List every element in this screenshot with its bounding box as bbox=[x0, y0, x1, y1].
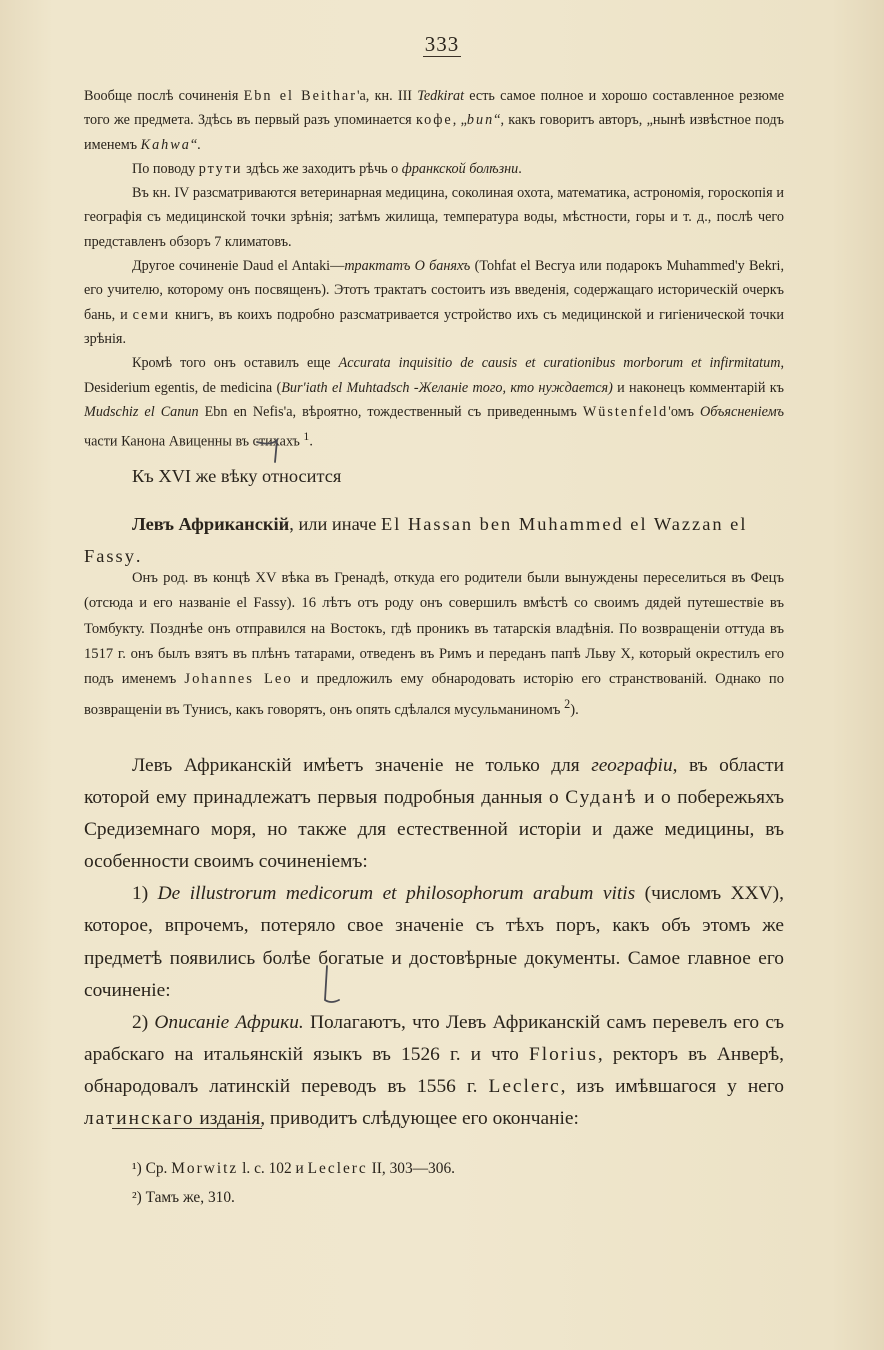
footnotes bbox=[132, 1154, 772, 1212]
footnote-2: ²) Тамъ же, 310. bbox=[132, 1189, 235, 1206]
paragraph-other-works: Кромѣ того онъ оставилъ еще Accurata inquisitio de causis et curationibus morborum et infirmitatum, Desiderium egentis, de medicina (Bur'iath el Muhtadsch -Желаніе того, кто нуждается) и наконецъ комментарій къ Mudschiz el Canun Ebn en Nefis'а, вѣроятно, тождественный съ приведеннымъ Wüstenfeld'омъ Объясненіемъ части Канона Авиценны въ стихахъ $^1$. bbox=[84, 355, 784, 450]
page-number: 333 bbox=[424, 32, 460, 56]
biography-block bbox=[84, 566, 784, 724]
paragraph-description-of-africa: 2) Описаніе Африки. Полагаютъ, что Левъ Африканскій самъ перевелъ его съ арабскаго на итальянскій языкъ въ 1526 г. и что Florius, ректоръ въ Анверѣ, обнародовалъ латинскій переводъ въ 1556 г. Leclerc, изъ имѣвшагося у него латинскаго изданія, приводитъ слѣдующее его окончаніе: bbox=[84, 1011, 785, 1130]
paragraph-ebn-el-beithar: Вообще послѣ сочиненія Ebn el Beithar'а, кн. III Tedkirat есть самое полное и хорошо составленное резюме того же предмета. Здѣсь въ первый разъ упоминается кофе, „bun“, какъ говоритъ авторъ, „нынѣ извѣстное подъ именемъ Kahwa“. bbox=[84, 88, 784, 153]
footnote-divider bbox=[112, 1128, 262, 1129]
upper-text-block bbox=[84, 84, 784, 454]
paragraph-de-illustrorum: 1) De illustrorum medicorum et philosophorum arabum vitis (числомъ XXV), которое, впрочемъ, потеряло свое значеніе съ тѣхъ поръ, какъ объ этомъ же предметѣ появились болѣе богатые и достовѣрные документы. Самое главное его сочиненіе: bbox=[84, 883, 784, 1001]
paragraph-significance: Левъ Африканскій имѣетъ значеніе не только для географіи, въ области которой ему принадлежатъ первыя подробныя данныя о Суданѣ и о побережьяхъ Средиземнаго моря, но также для естественной исторіи и даже медицины, въ особенности своимъ сочиненіемъ: bbox=[84, 755, 784, 873]
century-heading-block bbox=[84, 460, 784, 492]
paragraph-mercury: По поводу ртути здѣсь же заходитъ рѣчь о франкской болѣзни. bbox=[132, 160, 522, 177]
footnote-1: ¹) Ср. Morwitz l. c. 102 и Leclerc II, 303—306. bbox=[132, 1160, 455, 1177]
paragraph-daud-el-antaki: Другое сочиненіе Daud el Antaki—трактатъ О баняхъ (Tohfat el Becrya или подарокъ Muhammed'у Bekri, его учителю, которому онъ посвященъ). Этотъ трактатъ состоитъ изъ введенія, содержащаго историческій очеркъ бань, и семи книгъ, въ коихъ подробно разсматривается устройство ихъ съ медицинской и гигіенической точки зрѣнія. bbox=[84, 258, 785, 347]
paragraph-biography: Онъ род. въ концѣ XV вѣка въ Гренадѣ, откуда его родители были вынуждены переселиться въ Фецъ (отсюда и его названіе el Fassy). 16 лѣтъ отъ роду онъ совершилъ вмѣстѣ со своимъ дядей путешествіе въ Томбукту. Позднѣе онъ отправился на Востокъ, гдѣ проникъ въ татарскія владѣнія. По возвращеніи оттуда въ 1517 г. онъ былъ взятъ въ плѣнъ татарами, отведенъ въ Римъ и переданъ папѣ Льву X, который окрестилъ его подъ именемъ Johannes Leo и предложилъ ему обнародовать исторію его странствованій. Однако по возвращеніи въ Тунисъ, какъ говорятъ, онъ опять сдѣлался мусульманиномъ $^2$). bbox=[84, 570, 785, 719]
lower-text-block bbox=[84, 750, 784, 1135]
paragraph-book-iv: Въ кн. IV разсматриваются ветеринарная медицина, соколиная охота, математика, астрономія, гороскопія и географія съ медицинской точки зрѣнія; затѣмъ жилища, температура воды, мѣстности, горы и т. д., послѣ чего представленъ обзоръ 7 климатовъ. bbox=[84, 185, 784, 250]
leo-heading-block bbox=[84, 508, 784, 572]
century-heading: Къ XVI же вѣку относится bbox=[132, 466, 342, 486]
leo-africanus-heading: Левъ Африканскій, или иначе El Hassan ben Muhammed el Wazzan el Fassy. bbox=[84, 514, 748, 566]
